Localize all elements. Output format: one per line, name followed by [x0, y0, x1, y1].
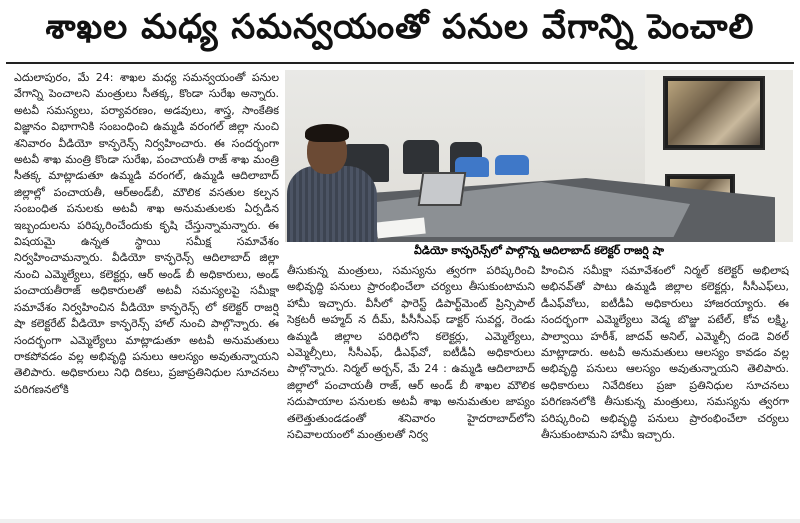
- photo-person-hair: [305, 124, 349, 142]
- article-column-2: [287, 263, 535, 520]
- article-column-3: [541, 263, 789, 520]
- article-text-col1: ఎదులాపురం, మే 24: శాఖల మధ్య సమన్వయంతో పనుల వేగాన్ని పెంచాలని మంత్రులు సీతక్క, కొండా సురేఖ అన్నారు. అటవీ సమస్యలు, పర్యావరణం, అడవులు, శాస్త్ర, సాంకేతిక విజ్ఞానం విభాగానికి సంబంధించి ఉమ్మడి వరంగల్ జిల్లా నుంచి శనివారం వీడియో కాన్ఫరెన్స్ నిర్వహించారు. ఈ సందర్భంగా అటవీ శాఖ మంత్రి కొండా సురేఖ, పంచాయతీ రాజ్ శాఖ మంత్రి సీతక్క మాట్లాడుతూ ఉమ్మడి వరంగల్, ఉమ్మడి ఆదిలాబాద్ జిల్లాల్లో పంచాయతీ, ఆర్‌అండ్‌బీ, మౌలిక వసతుల కల్పన సంబంధిత పనులకు అటవీ శాఖ అనుమతులకు ఏర్పడిన ఇబ్బందులను పరిష్కరించేందుకు కృషి చేస్తున్నామన్నారు. ఈ విషయమై ఉన్నత స్థాయి సమీక్ష సమావేశం నిర్వహించామన్నారు. వీడియో కాన్ఫరెన్స్ ఆదిలాబాద్ జిల్లా నుంచి ఎమ్మెల్యేలు, కలెక్టర్లు, ఆర్ అండ్ బీ అధికారులు, అండ్ పంచాయతీరాజ్ అధికారులతో అటవీ సమస్యలపై సమీక్షా సమావేశం నిర్వహించిన వీడియో కాన్ఫరెన్స్ లో కలెక్టర్ రాజర్షి షా కలెక్టరేట్ వీడియో కాన్ఫరెన్స్ హాల్ నుంచి పాల్గొన్నారు. ఈ సందర్భంగా ఎమ్మెల్యేలు మాట్లాడుతూ అటవీ అనుమతులు రాకపోవడం వల్ల అభివృద్ధి పనులు ఆలస్యం అవుతున్నాయని తెలిపారు. అధికారులు నిధి దికలు, ప్రజాప్రతినిధుల సూచనలు పరిగణనలోకి: [14, 71, 279, 396]
- photo-chair: [403, 140, 439, 174]
- news-photo: [285, 70, 793, 242]
- article-text-col3: హించిన సమీక్షా సమావేశంలో నిర్మల్ కలెక్టర్ అభిలాష అభినవ్‌తో పాటు ఉమ్మడి జిల్లాల కలెక్టర్లు, సీసీఎఫ్‌లు, డీఎఫ్‌వోలు, ఐటీడీఏ అధికారులు హాజరయ్యారు. ఈ సందర్భంగా ఎమ్మెల్యేలు వెడ్మ బొజ్జు పటేల్, కోవ లక్ష్మి, పాల్వాయి హరీశ్, జాదవ్ అనిల్, ఎమ్మెల్సీ దండె విఠల్ మాట్లాడారు. అటవీ అనుమతులు ఆలస్యం కావడం వల్ల అభివృద్ధి పనులు ఆలస్యం అవుతున్నాయని తెలిపారు. అధికారులు నివేదికలు ప్రజా ప్రతినిధుల సూచనలు పరిగణనలోకి తీసుకున్న మంత్రులు, సమస్యను త్వరగా పరిష్కరించి అభివృద్ధి పనులు ప్రారంభించేలా చర్యలు తీసుకుంటామని హామీ ఇచ్చారు.: [541, 264, 789, 442]
- photo-laptop: [418, 172, 467, 206]
- article-text-col2: తీసుకున్న మంత్రులు, సమస్యను త్వరగా పరిష్కరించి అభివృద్ధి పనులు ప్రారంభించేలా చర్యలు తీసుకుంటామని హామీ ఇచ్చారు. వీసీలో ఫారెస్ట్ డిపార్ట్‌మెంట్ ప్రిన్సిపాల్ సెక్రటరీ అహ్మద్ న దీమ్, పీసీసీఎఫ్ డాక్టర్ సువర్ణ, రెండు ఉమ్మడి జిల్లాల పరిధిలోని కలెక్టర్లు, ఎమ్మెల్యేలు, ఎమ్మెల్సీలు, సీసీఎఫ్, డీఎఫ్‌వో, ఐటీడీఏ అధికారులు పాల్గొన్నారు. నిర్మల్ అర్బన్, మే 24 : ఉమ్మడి ఆదిలాబాద్ జిల్లాలో పంచాయతీ రాజ్, ఆర్ అండ్ బీ శాఖల మౌలిక సదుపాయాల పనులకు అటవీ శాఖ అనుమతుల జాప్యం తలెత్తుతుండడంతో శనివారం హైదరాబాద్‌లోని సచివాలయంలో మంత్రులతో నిర్వ: [287, 264, 535, 442]
- photo-monitor-top: [663, 76, 765, 150]
- photo-chair-blue: [495, 155, 529, 175]
- photo-person-body: [287, 166, 377, 242]
- headline-rule: [6, 62, 794, 64]
- article-column-1: [14, 70, 279, 520]
- photo-caption: వీడియో కాన్ఫరెన్స్‌లో పాల్గొన్న ఆదిలాబాద్ కలెక్టర్ రాజర్షి షా: [285, 242, 793, 260]
- bottom-strip: [0, 519, 800, 523]
- headline: శాఖల మధ్య సమన్వయంతో పనుల వేగాన్ని పెంచాలి: [45, 7, 755, 47]
